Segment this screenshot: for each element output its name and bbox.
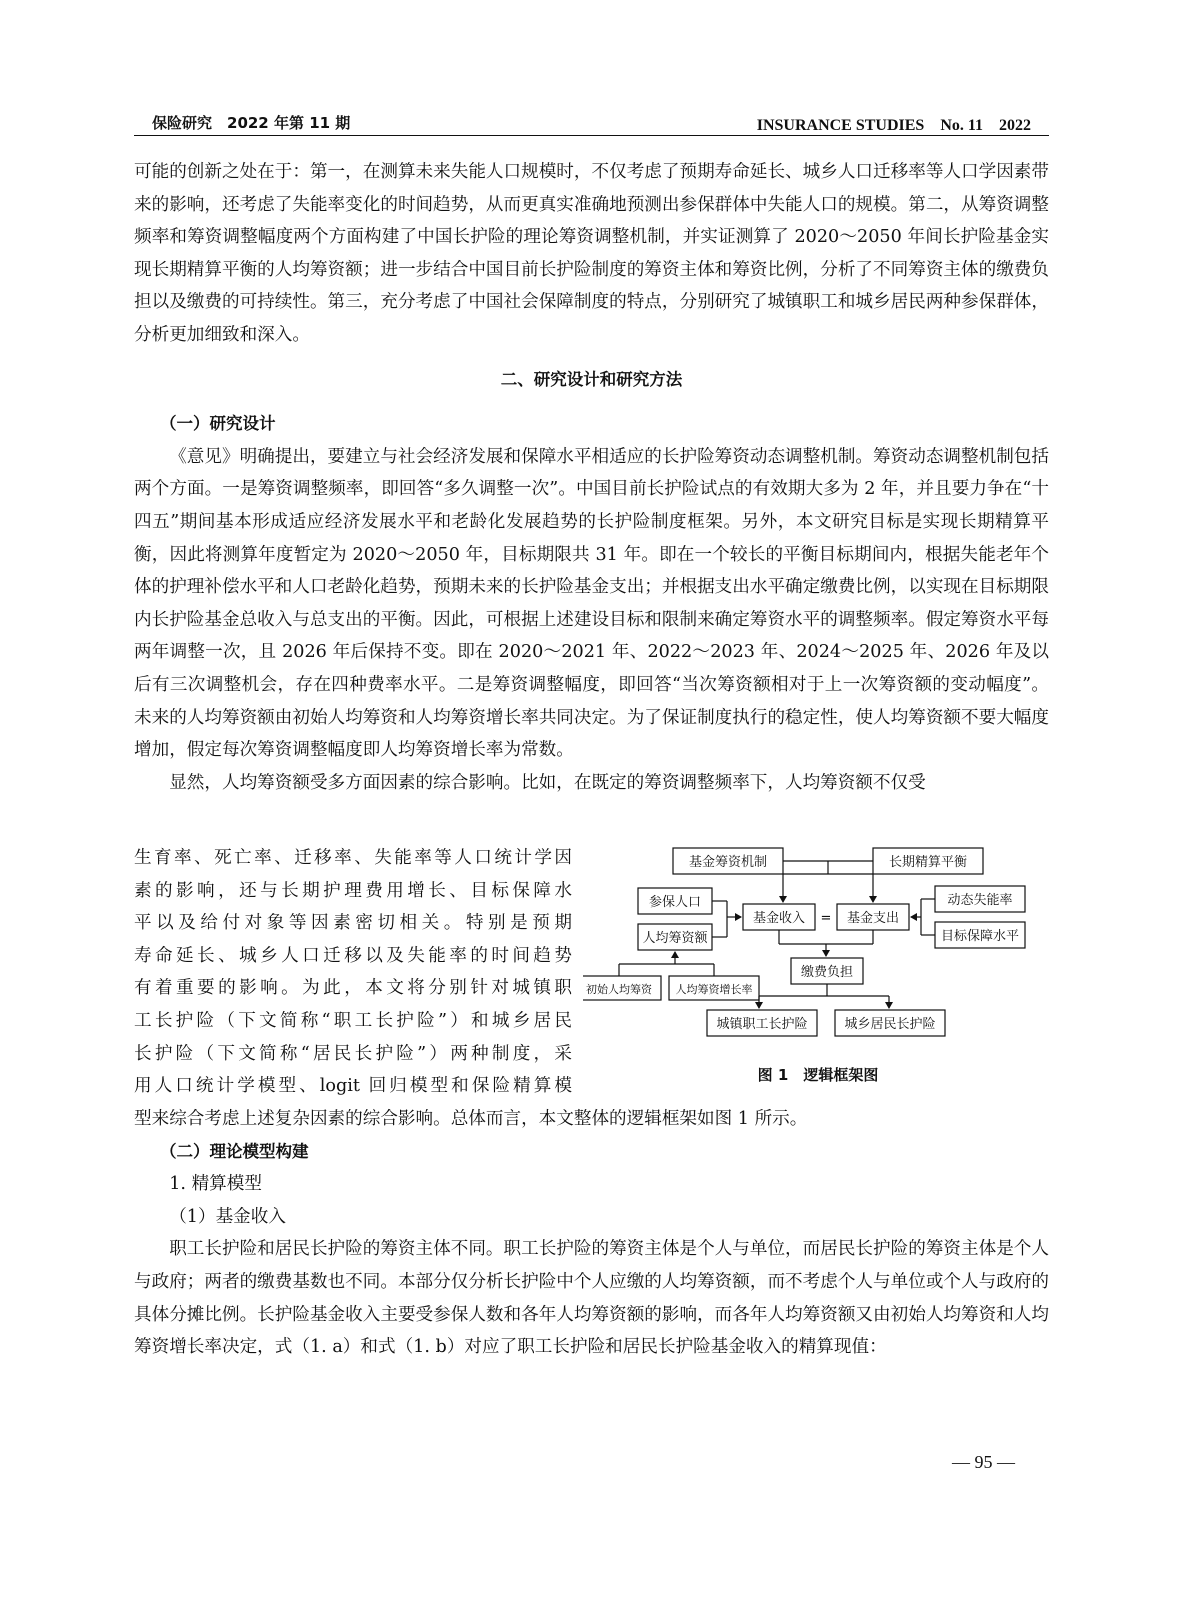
flow-diagram [583, 844, 1053, 1059]
header-rule [134, 135, 1049, 136]
design-paragraph: 《意见》明确提出，要建立与社会经济发展和保障水平相适应的长护险筹资动态调整机制。筹资动态调整机制包括两个方面。一是筹资调整频率，即回答“多久调整一次”。中国目前长护险试点的有效期大多为 2 年，并且要力争在“十四五”期间基本形成适应经济发展水平和老龄化发展趋势的长护险制度框架。另外，本文研究目标是实现长期精算平衡，因此将测算年度暂定为 2020～2050 年，目标期限共 31 年。即在一个较长的平衡目标期间内，根据失能老年个体的护理补偿水平和人口老龄化趋势，预期未来的长护险基金支出；并根据支出水平确定缴费比例，以实现在目标期限内长护险基金总收入与总支出的平衡。因此，可根据上述建设目标和限制来确定筹资水平的调整频率。假定筹资水平每两年调整一次，且 2026 年后保持不变。即在 2020～2021 年、2022～2023 年、2024～2025 年、2026 年及以后有三次调整机会，存在四种费率水平。二是筹资调整幅度，即回答“当次筹资额相对于上一次筹资额的变动幅度”。未来的人均筹资额由初始人均筹资和人均筹资增长率共同决定。为了保证制度执行的稳定性，使人均筹资额不要大幅度增加，假定每次筹资调整幅度即人均筹资增长率为常数。 [134, 446, 1049, 761]
journal-issue: 保险研究 2022 年第 11 期 [152, 114, 351, 132]
body-top [134, 156, 1049, 799]
wrap-line: 有着重要的影响。为此，本文将分别针对城镇职 [134, 978, 572, 999]
subsection-design: （一）研究设计 [160, 414, 276, 434]
wrap-line: 用人口统计学模型、logit 回归模型和保险精算模 [134, 1076, 572, 1097]
label-initial: 初始人均筹资 [586, 983, 652, 996]
wrapped-text [134, 842, 572, 1103]
income-paragraph: 职工长护险和居民长护险的筹资主体不同。职工长护险的筹资主体是个人与单位，而居民长护险的筹资主体是个人与政府；两者的缴费基数也不同。本部分仅分析长护险中个人应缴的人均筹资额，而不考虑个人与单位或个人与政府的具体分摊比例。长护险基金收入主要受参保人数和各年人均筹资额的影响，而各年人均筹资额又由初始人均筹资和人均筹资增长率决定，式（1. a）和式（1. b）对应了职工长护险和居民长护险基金收入的精算现值： [134, 1239, 1049, 1358]
label-target-level: 目标保障水平 [940, 929, 1020, 944]
wrap-line: 生育率、死亡率、迁移率、失能率等人口统计学因 [134, 848, 572, 868]
item-actuarial-model: 1. 精算模型 [169, 1174, 262, 1195]
journal-issue-en: INSURANCE STUDIES No. 11 2022 [756, 117, 1031, 134]
item-fund-income: （1）基金收入 [169, 1206, 286, 1227]
label-growth: 人均筹资增长率 [675, 983, 753, 996]
figure-logic-framework [583, 844, 1053, 1094]
label-resident: 城乡居民长护险 [844, 1017, 936, 1032]
wrap-line: 长护险（下文简称“居民长护险”）两种制度，采 [134, 1043, 572, 1064]
subsection-model: （二）理论模型构建 [160, 1141, 309, 1161]
label-urban-worker: 城镇职工长护险 [716, 1017, 808, 1032]
wrap-line: 平以及给付对象等因素密切相关。特别是预期 [134, 913, 572, 934]
label-dynamic-disability: 动态失能率 [947, 893, 1013, 908]
label-burden: 缴费负担 [800, 965, 854, 980]
body-bottom [134, 1103, 1049, 1364]
factors-last-line: 型来综合考虑上述复杂因素的综合影响。总体而言，本文整体的逻辑框架如图 1 所示。 [134, 1109, 808, 1129]
label-income: 基金收入 [752, 911, 806, 926]
wrap-line: 工长护险（下文简称“职工长护险”）和城乡居民 [134, 1010, 572, 1031]
factors-first-line: 显然，人均筹资额受多方面因素的综合影响。比如，在既定的筹资调整频率下，人均筹资额不仅受 [169, 772, 926, 793]
section-title: 二、研究设计和研究方法 [500, 369, 683, 389]
label-balance: 长期精算平衡 [888, 855, 968, 870]
label-expense: 基金支出 [846, 911, 900, 926]
wrap-line: 素的影响，还与长期护理费用增长、目标保障水 [134, 880, 572, 901]
intro-paragraph: 可能的创新之处在于：第一，在测算未来失能人口规模时，不仅考虑了预期寿命延长、城乡人口迁移率等人口学因素带来的影响，还考虑了失能率变化的时间趋势，从而更真实准确地预测出参保群体中失能人口的规模。第二，从筹资调整频率和筹资调整幅度两个方面构建了中国长护险的理论筹资调整机制，并实证测算了 2020～2050 年间长护险基金实现长期精算平衡的人均筹资额；进一步结合中国目前长护险制度的筹资主体和筹资比例，分析了不同筹资主体的缴费负担以及缴费的可持续性。第三，充分考虑了中国社会保障制度的特点，分别研究了城镇职工和城乡居民两种参保群体，分析更加细致和深入。 [134, 162, 1049, 345]
wrap-line: 寿命延长、城乡人口迁移以及失能率的时间趋势 [134, 945, 572, 966]
label-per-capita: 人均筹资额 [642, 931, 708, 946]
page-number: — 95 — [952, 1452, 1015, 1472]
running-header [134, 106, 1049, 136]
label-insured: 参保人口 [648, 895, 702, 910]
figure-caption: 图 1 逻辑框架图 [757, 1066, 879, 1084]
label-equals: = [820, 911, 832, 926]
label-mechanism: 基金筹资机制 [688, 855, 768, 870]
